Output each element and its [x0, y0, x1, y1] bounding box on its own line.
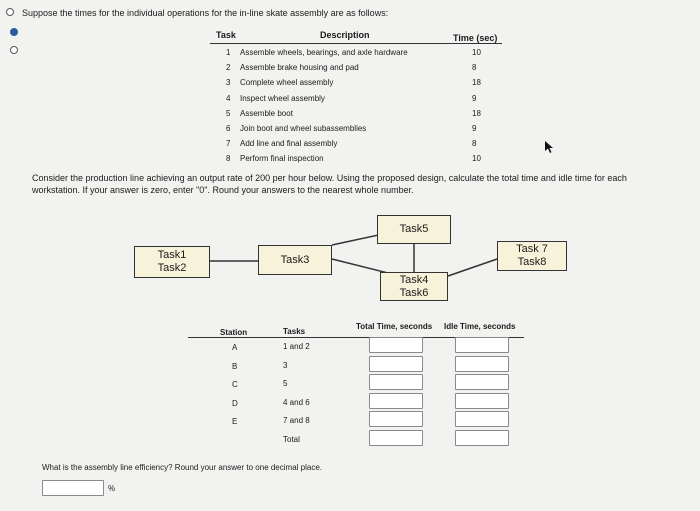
task-time: 8	[472, 63, 477, 73]
task-time: 18	[472, 108, 481, 118]
station-tasks: Total	[283, 435, 300, 444]
node-task1-label: Task1	[157, 249, 187, 261]
idle-time-input[interactable]	[455, 393, 509, 409]
station-tasks: 7 and 8	[283, 416, 310, 426]
task-description: Join boot and wheel subassemblies	[240, 124, 367, 133]
idle-time-input[interactable]	[455, 430, 509, 446]
total-time-input[interactable]	[369, 374, 423, 390]
station-tasks: 4 and 6	[283, 397, 310, 407]
tasks-header: Tasks	[283, 327, 306, 336]
efficiency-question: What is the assembly line efficiency? Round your answer to one decimal place.	[42, 463, 322, 472]
task-time: 9	[472, 124, 477, 133]
task-description: Add line and final assembly	[240, 139, 338, 149]
efficiency-unit: %	[108, 484, 116, 493]
total-time-input[interactable]	[369, 430, 423, 446]
node-task2-label: Task2	[157, 262, 187, 274]
node-task7-label: Task 7	[516, 243, 548, 255]
idle-time-input[interactable]	[455, 337, 509, 353]
total-time-header: Total Time, seconds	[356, 322, 433, 331]
node-task3	[258, 245, 332, 275]
station-id: C	[232, 380, 238, 390]
station-id: A	[232, 343, 238, 352]
station-id: E	[232, 417, 238, 427]
task-description: Perform final inspection	[240, 154, 324, 164]
task-number: 3	[226, 78, 231, 88]
node-task5-label: Task5	[399, 223, 429, 235]
task-number: 4	[226, 93, 231, 103]
description-header: Description	[320, 30, 370, 40]
task-header: Task	[216, 30, 236, 40]
station-id: D	[232, 398, 238, 408]
task-number: 1	[226, 48, 231, 57]
node-task3-label: Task3	[280, 253, 310, 266]
task-number: 2	[226, 63, 231, 73]
node-task8-label: Task8	[517, 256, 547, 268]
station-id: B	[232, 361, 238, 371]
station-tasks: 1 and 2	[283, 342, 310, 351]
node-task6-label: Task6	[399, 286, 429, 299]
task-time: 10	[472, 154, 481, 164]
station-header: Station	[220, 328, 248, 337]
task-time: 18	[472, 78, 481, 88]
node-task7-task8	[497, 241, 567, 271]
connector-t3-t5	[332, 234, 383, 245]
idle-time-input[interactable]	[455, 374, 509, 390]
task-time: 10	[472, 48, 481, 57]
total-time-input[interactable]	[369, 356, 423, 372]
total-time-input[interactable]	[369, 411, 423, 427]
instruction-text: Consider the production line achieving an output rate of 200 per hour below. Using the proposed design, calculate the total time and idle time for each workstation. If your answer is zero, enter "0". Round your answers to the nearest whole number.	[32, 173, 627, 195]
task-time: 9	[472, 93, 477, 103]
task-description: Assemble boot	[240, 108, 293, 118]
task-time: 8	[472, 139, 477, 149]
node-task5	[377, 215, 451, 244]
task-number: 6	[226, 124, 231, 133]
task-description: Complete wheel assembly	[240, 78, 334, 88]
idle-time-input[interactable]	[455, 411, 509, 427]
station-tasks: 5	[283, 379, 288, 389]
task-number: 5	[226, 108, 231, 118]
question-intro: Suppose the times for the individual operations for the in-line skate assembly are as follows:	[22, 8, 389, 18]
total-time-input[interactable]	[369, 393, 423, 409]
station-tasks: 3	[283, 360, 288, 370]
total-time-input[interactable]	[369, 337, 423, 353]
time-header: Time (sec)	[453, 33, 498, 43]
idle-time-input[interactable]	[455, 356, 509, 372]
task-description: Assemble brake housing and pad	[240, 63, 359, 73]
node-task4-label: Task4	[399, 273, 429, 286]
node-task1-task2	[134, 246, 210, 278]
node-task4-task6	[380, 272, 448, 301]
efficiency-input[interactable]	[42, 480, 104, 496]
task-description: Assemble wheels, bearings, and axle hardware	[240, 48, 408, 57]
idle-time-header: Idle Time, seconds	[444, 322, 516, 331]
task-description: Inspect wheel assembly	[240, 93, 325, 103]
connector-t46-t78	[448, 258, 500, 276]
task-number: 7	[226, 139, 231, 149]
task-number: 8	[226, 154, 231, 164]
